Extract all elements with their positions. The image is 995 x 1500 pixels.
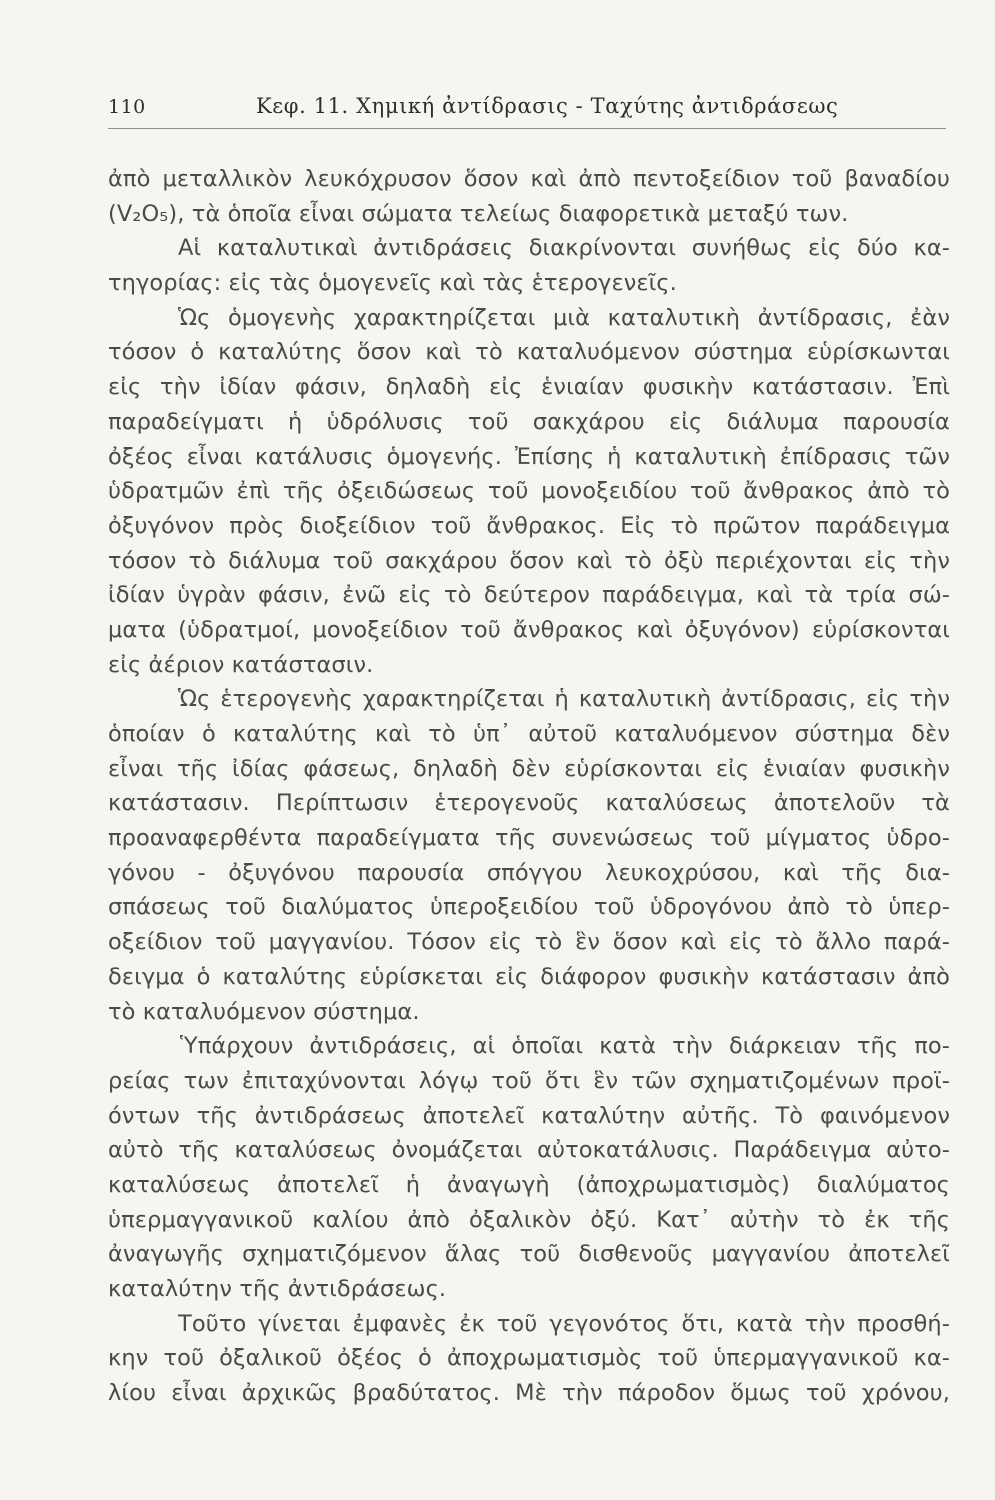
text-line: ὁποίαν ὁ καταλύτης καὶ τὸ ὑπ᾽ αὐτοῦ καταλυόμενον σύστημα δὲν — [108, 721, 950, 747]
text-line: γόνου - ὀξυγόνου παρουσία σπόγγου λευκοχρύσου, καὶ τῆς δια- — [108, 859, 950, 886]
page-number: 110 — [108, 96, 146, 118]
text-line: κην τοῦ ὀξαλικοῦ ὀξέος ὁ ἀποχρωματισμὸς τοῦ ὑπερμαγγανικοῦ κα- — [108, 1345, 950, 1372]
text-line: ὀξυγόνον πρὸς διοξείδιον τοῦ ἄνθρακος. Εἰς τὸ πρῶτον παράδειγμα — [108, 512, 950, 539]
text-line: (V₂O₅), τὰ ὁποῖα εἶναι σώματα τελείως διαφορετικὰ μεταξύ των. — [108, 200, 849, 227]
text-line: Αἱ καταλυτικαὶ ἀντιδράσεις διακρίνονται συνήθως εἰς δύο κα- — [178, 235, 950, 262]
text-line: τὸ καταλυόμενον σύστημα. — [108, 998, 420, 1025]
running-title: Κεφ. 11. Χημική ἀντίδρασις - Ταχύτης ἀντιδράσεως — [256, 94, 839, 118]
text-line: ματα (ὑδρατμοί, μονοξείδιον τοῦ ἄνθρακος καὶ ὀξυγόνον) εὑρίσκονται — [108, 616, 950, 643]
text-line: ὀξέος εἶναι κατάλυσις ὁμογενής. Ἐπίσης ἡ καταλυτικὴ ἐπίδρασις τῶν — [108, 443, 950, 470]
text-line: τηγορίας: εἰς τὰς ὁμογενεῖς καὶ τὰς ἑτερογενεῖς. — [108, 270, 677, 297]
text-line: Ὑπάρχουν ἀντιδράσεις, αἱ ὁποῖαι κατὰ τὴν διάρκειαν τῆς πο- — [180, 1033, 950, 1060]
page-header — [108, 92, 948, 122]
text-line: Ὡς ὁμογενὴς χαρακτηρίζεται μιὰ καταλυτικὴ ἀντίδρασις, ἐὰν — [178, 304, 950, 331]
text-line: Τοῦτο γίνεται ἐμφανὲς ἐκ τοῦ γεγονότος ὅτι, κατὰ τὴν προσθή- — [178, 1310, 950, 1337]
text-line: καταλύτην τῆς ἀντιδράσεως. — [108, 1276, 447, 1302]
text-line: δειγμα ὁ καταλύτης εὑρίσκεται εἰς διάφορον φυσικὴν κατάστασιν ἀπὸ — [108, 963, 950, 990]
text-line: οξείδιον τοῦ μαγγανίου. Τόσον εἰς τὸ ἓν ὅσον καὶ εἰς τὸ ἄλλο παρά- — [108, 929, 950, 956]
text-line: τόσον ὁ καταλύτης ὅσον καὶ τὸ καταλυόμενον σύστημα εὑρίσκωνται — [108, 339, 950, 366]
text-line: λίου εἶναι ἀρχικῶς βραδύτατος. Μὲ τὴν πάροδον ὅμως τοῦ χρόνου, — [108, 1380, 950, 1407]
text-line: αὐτὸ τῆς καταλύσεως ὀνομάζεται αὐτοκατάλυσις. Παράδειγμα αὐτο- — [108, 1137, 950, 1164]
text-line: τόσον τὸ διάλυμα τοῦ σακχάρου ὅσον καὶ τὸ ὀξὺ περιέχονται εἰς τὴν — [108, 547, 950, 574]
text-line: Ὡς ἑτερογενὴς χαρακτηρίζεται ἡ καταλυτικὴ ἀντίδρασις, εἰς τὴν — [178, 686, 950, 713]
text-line: κατάστασιν. Περίπτωσιν ἑτερογενοῦς καταλύσεως ἀποτελοῦν τὰ — [108, 790, 950, 817]
text-line: εἰς τὴν ἰδίαν φάσιν, δηλαδὴ εἰς ἑνιαίαν φυσικὴν κατάστασιν. Ἐπὶ — [108, 374, 950, 401]
text-line: παραδείγματι ἡ ὑδρόλυσις τοῦ σακχάρου εἰς διάλυμα παρουσία — [108, 408, 950, 435]
text-line: ἀναγωγῆς σχηματιζόμενον ἅλας τοῦ δισθενοῦς μαγγανίου ἀποτελεῖ — [108, 1241, 950, 1268]
text-line: ὑδρατμῶν ἐπὶ τῆς ὀξειδώσεως τοῦ μονοξειδίου τοῦ ἄνθρακος ἀπὸ τὸ — [108, 478, 950, 505]
text-line: εἶναι τῆς ἰδίας φάσεως, δηλαδὴ δὲν εὑρίσκονται εἰς ἑνιαίαν φυσικὴν — [108, 755, 950, 782]
text-line: ρείας των ἐπιταχύνονται λόγῳ τοῦ ὅτι ἓν τῶν σχηματιζομένων προϊ- — [108, 1067, 950, 1094]
text-line: ἰδίαν ὑγρὰν φάσιν, ἐνῶ εἰς τὸ δεύτερον παράδειγμα, καὶ τὰ τρία σώ- — [108, 582, 950, 609]
text-line: καταλύσεως ἀποτελεῖ ἡ ἀναγωγὴ (ἀποχρωματισμὸς) διαλύματος — [108, 1171, 950, 1198]
text-line: προαναφερθέντα παραδείγματα τῆς συνενώσεως τοῦ μίγματος ὑδρο- — [108, 825, 950, 852]
text-line: ἀπὸ μεταλλικὸν λευκόχρυσον ὅσον καὶ ἀπὸ πεντοξείδιον τοῦ βαναδίου — [108, 166, 950, 192]
body-text — [108, 162, 950, 1411]
header-rule — [108, 128, 946, 129]
text-line: εἰς ἀέριον κατάστασιν. — [108, 651, 374, 678]
text-line: σπάσεως τοῦ διαλύματος ὑπεροξειδίου τοῦ ὑδρογόνου ἀπὸ τὸ ὑπερ- — [108, 894, 950, 921]
text-line: όντων τῆς ἀντιδράσεως ἀποτελεῖ καταλύτην αὐτῆς. Τὸ φαινόμενον — [108, 1102, 950, 1129]
text-line: ὑπερμαγγανικοῦ καλίου ἀπὸ ὀξαλικὸν ὀξύ. Κατ᾽ αὐτὴν τὸ ἐκ τῆς — [108, 1206, 950, 1233]
